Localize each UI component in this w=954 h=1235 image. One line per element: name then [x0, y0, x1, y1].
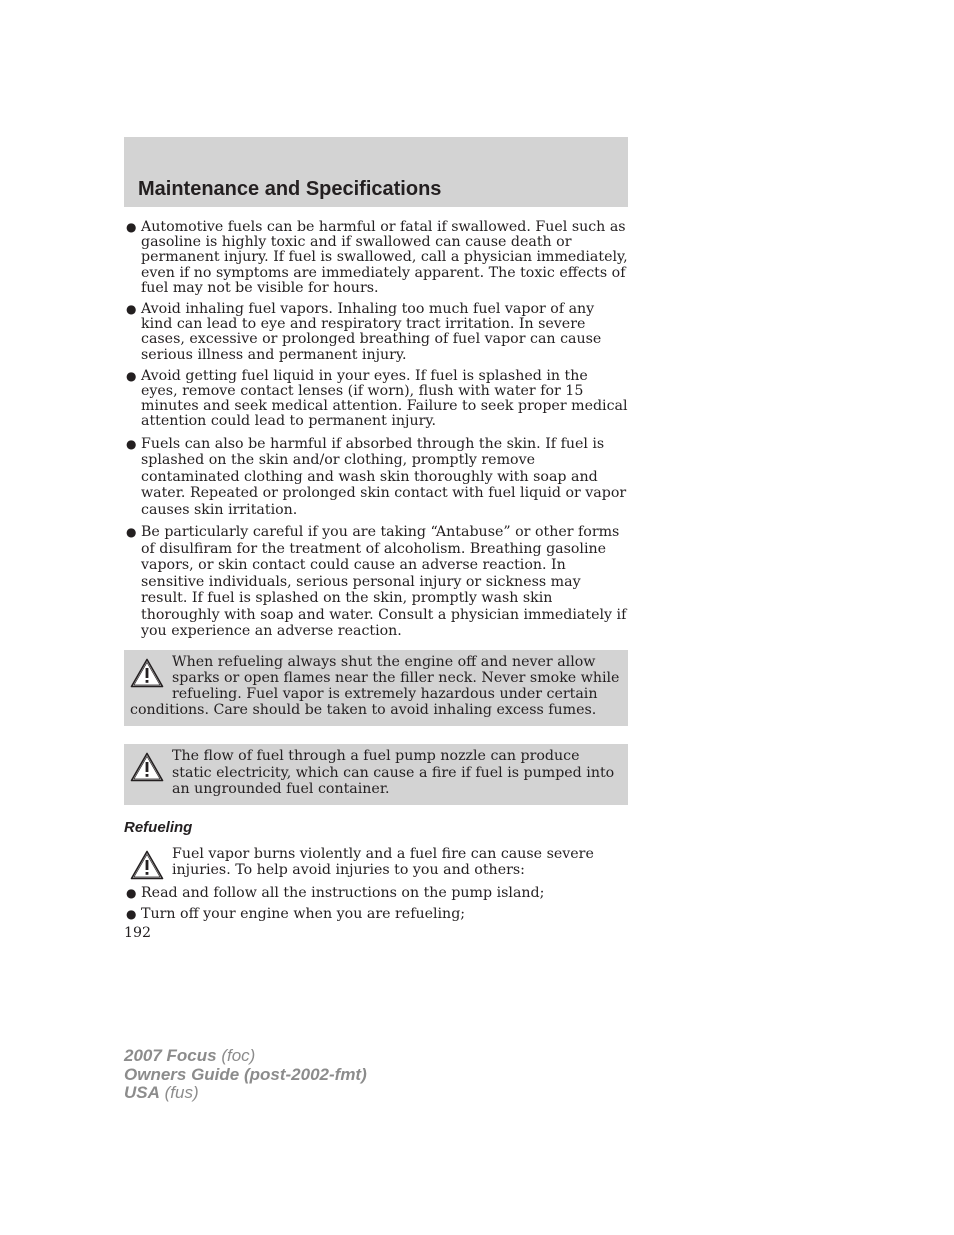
list-item: ● Fuels can also be harmful if absorbed through the skin. If fuel is splashed on the skin and/or clothing, promptly remove contaminated clothing and wash skin thoroughly with soap and water. Repeated or prolonged skin contact with fuel liquid or vapor causes skin irritation.	[126, 435, 627, 518]
bullet-dot: ●	[126, 220, 137, 234]
footer-line-guide: Owners Guide (post-2002-fmt)	[124, 1064, 367, 1084]
bullet-dot: ●	[126, 436, 137, 451]
footer-line-model: 2007 Focus (foc)	[124, 1046, 256, 1065]
bullet-dot: ●	[126, 302, 137, 317]
list-item: ● Automotive fuels can be harmful or fatal if swallowed. Fuel such as gasoline is highly toxic and if swallowed can cause death or permanent injury. If fuel is swallowed, call a physician immediately, even if no symptoms are immediately apparent. The toxic effects of fuel may not be visible for hours.	[126, 219, 628, 296]
bullet-dot: ●	[126, 525, 137, 540]
list-item: ● Read and follow all the instructions on the pump island;	[126, 885, 545, 902]
page-number: 192	[124, 925, 152, 941]
section-title: Maintenance and Specifications	[138, 178, 442, 200]
bullet-dot: ●	[126, 907, 137, 922]
footer-line-market: USA (fus)	[124, 1083, 199, 1102]
refueling-bullet-list	[124, 886, 628, 922]
list-item: ● Turn off your engine when you are refueling;	[126, 906, 466, 923]
page-content	[124, 220, 628, 928]
warning-triangle-icon	[130, 850, 164, 880]
warning-triangle-icon	[130, 752, 164, 782]
warning-box-refueling-engine-off: When refueling always shut the engine off and never allow sparks or open flames near the filler neck. Never smoke while refueling. Fuel vapor is extremely hazardous under certain conditions. Care should be taken to avoid inhaling excess fumes.	[124, 650, 628, 727]
list-item: ● Avoid getting fuel liquid in your eyes. If fuel is splashed in the eyes, remove contact lenses (if worn), flush with water for 15 minutes and seek medical attention. Failure to seek proper medical attention could lead to permanent injury.	[126, 367, 628, 430]
bullet-dot: ●	[126, 886, 137, 901]
list-item: ● Be particularly careful if you are taking “Antabuse” or other forms of disulfiram for the treatment of alcoholism. Breathing gasoline vapors, or skin contact could cause an adverse reaction. In sensitive individuals, serious personal injury or sickness may result. If fuel is splashed on the skin, promptly wash skin thoroughly with soap and water. Consult a physician immediately if you experience an adverse reaction.	[126, 524, 627, 640]
warning-triangle-icon	[130, 658, 164, 688]
warning-box-static-electricity: The flow of fuel through a fuel pump nozzle can produce static electricity, which can cause a fire if fuel is pumped into an ungrounded fuel container.	[124, 744, 628, 805]
safety-bullet-list	[124, 220, 628, 640]
warning-fuel-vapor: Fuel vapor burns violently and a fuel fire can cause severe injuries. To help avoid injuries to you and others:	[124, 844, 628, 886]
section-header-band	[124, 137, 628, 207]
refueling-heading: Refueling	[124, 819, 193, 837]
list-item: ● Avoid inhaling fuel vapors. Inhaling too much fuel vapor of any kind can lead to eye and respiratory tract irritation. In severe cases, excessive or prolonged breathing of fuel vapor can cause serious illness and permanent injury.	[126, 301, 602, 363]
document-footer	[124, 1047, 367, 1103]
bullet-dot: ●	[126, 368, 137, 383]
